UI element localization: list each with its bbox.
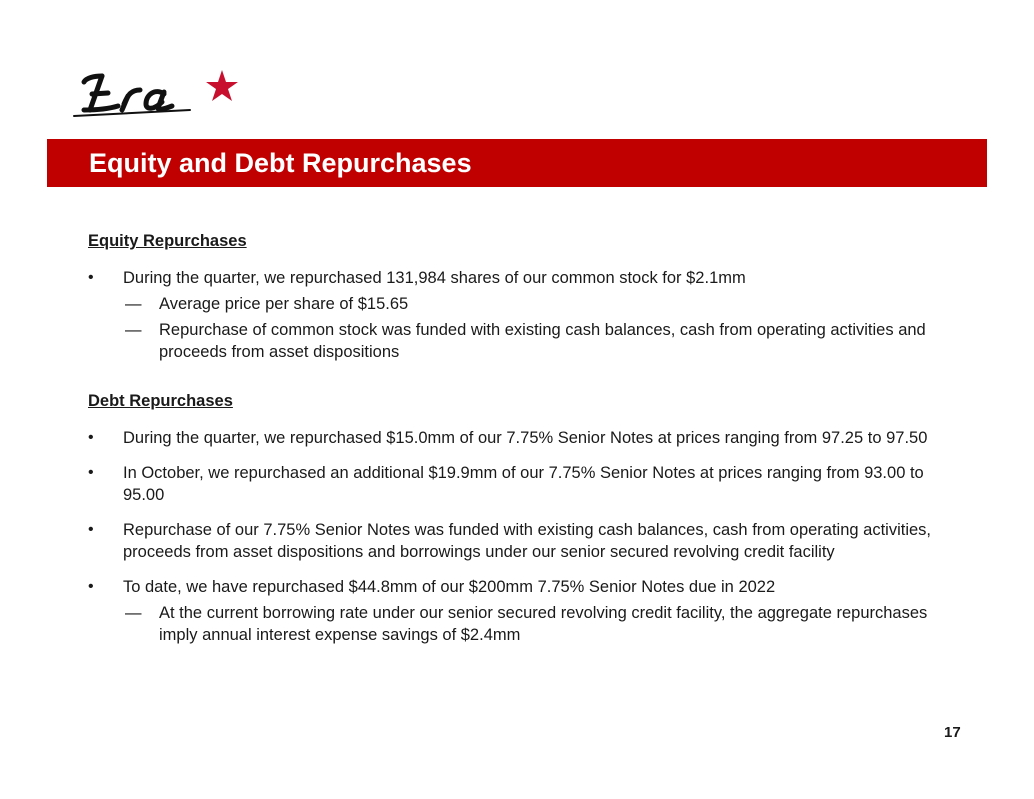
bullet-icon: • (88, 429, 94, 446)
sub-bullet-text: Repurchase of common stock was funded with existing cash balances, cash from operating activities and proceeds from asset dispositions (159, 321, 926, 361)
dash-icon: — (125, 604, 142, 622)
era-logo (72, 66, 252, 120)
slide-title: Equity and Debt Repurchases (89, 148, 472, 178)
bullet-icon: • (88, 464, 94, 481)
bullet-icon: • (88, 269, 94, 286)
bullet-text: Repurchase of our 7.75% Senior Notes was funded with existing cash balances, cash from operating activities, proceeds from asset dispositions and borrowings under our senior secured revolving credit facility (123, 521, 932, 561)
sub-list-item (88, 293, 968, 315)
slide-content (88, 230, 968, 659)
debt-section-heading: Debt Repurchases (88, 392, 233, 410)
dash-icon: — (125, 321, 142, 339)
bullet-text: During the quarter, we repurchased $15.0mm of our 7.75% Senior Notes at prices ranging from 97.25 to 97.50 (123, 429, 928, 447)
title-bar (47, 139, 987, 187)
list-item (88, 427, 968, 449)
page-number: 17 (944, 724, 961, 741)
dash-icon: — (125, 295, 142, 313)
list-item (88, 519, 968, 563)
sub-list-item (88, 602, 968, 646)
sub-bullet-text: At the current borrowing rate under our senior secured revolving credit facility, the aggregate repurchases imply annual interest expense savings of $2.4mm (159, 604, 928, 644)
list-item (88, 267, 968, 289)
sub-bullet-text: Average price per share of $15.65 (159, 295, 409, 313)
list-item (88, 462, 968, 506)
sub-list-item (88, 319, 968, 363)
bullet-text: In October, we repurchased an additional $19.9mm of our 7.75% Senior Notes at prices ranging from 93.00 to 95.00 (123, 464, 924, 504)
bullet-icon: • (88, 578, 94, 595)
bullet-icon: • (88, 521, 94, 538)
equity-section-heading: Equity Repurchases (88, 232, 247, 250)
bullet-text: During the quarter, we repurchased 131,984 shares of our common stock for $2.1mm (123, 269, 746, 287)
list-item (88, 576, 968, 598)
bullet-text: To date, we have repurchased $44.8mm of our $200mm 7.75% Senior Notes due in 2022 (123, 578, 776, 596)
